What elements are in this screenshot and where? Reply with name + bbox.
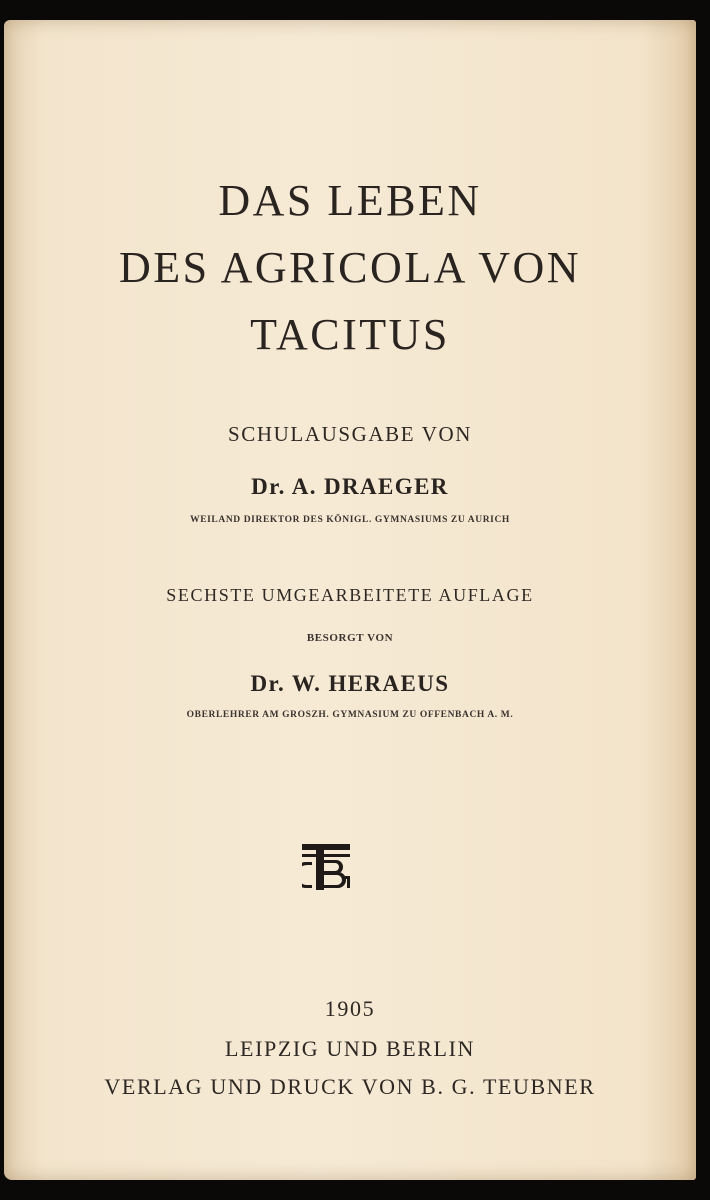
book-title-line-1: DAS LEBEN (218, 176, 482, 225)
author-name: Dr. A. DRAEGER (251, 474, 449, 499)
publication-places: LEIPZIG UND BERLIN (225, 1036, 475, 1061)
edited-by-label: BESORGT VON (306, 632, 394, 644)
title-page (4, 20, 696, 1180)
edition-note: SCHULAUSGABE VON (228, 422, 472, 446)
edition-statement: SECHSTE UMGEARBEITETE AUFLAGE (166, 585, 534, 605)
publisher-name: VERLAG UND DRUCK VON B. G. TEUBNER (104, 1074, 596, 1099)
author-role: WEILAND DIREKTOR DES KÖNIGL. GYMNASIUMS ZU AURICH (190, 515, 510, 525)
publication-year: 1905 (324, 996, 376, 1021)
book-title-line-3: TACITUS (250, 310, 450, 359)
editor-name: Dr. W. HERAEUS (250, 671, 450, 696)
book-title-line-2: DES AGRICOLA VON (118, 243, 582, 292)
editor-role: OBERLEHRER AM GROSZH. GYMNASIUM ZU OFFENBACH A. M. (186, 710, 514, 720)
publisher-logo-icon (302, 842, 354, 892)
